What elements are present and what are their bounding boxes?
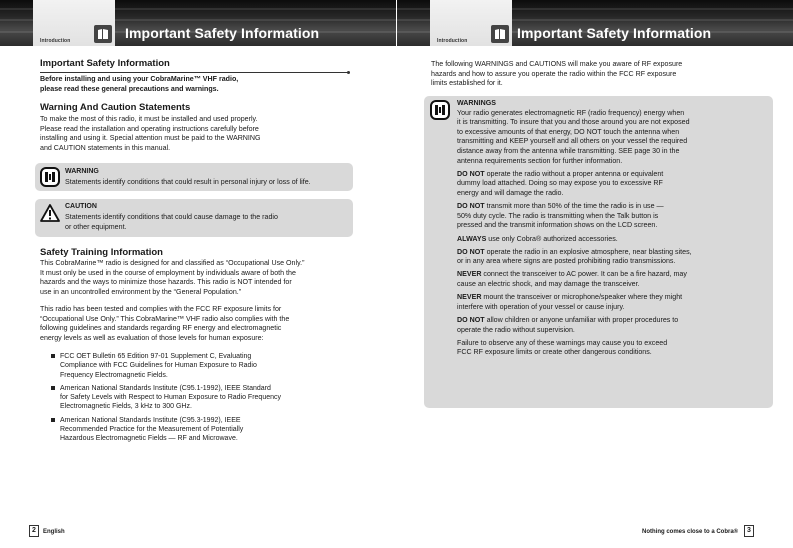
warning-caution-heading: Warning And Caution Statements xyxy=(40,102,191,113)
warning-item: DO NOT operate the radio in an explosive atmosphere, near blasting sites, or in any area where signs are posted prohibiting radio transmissions. xyxy=(457,247,692,266)
warning-text: Statements identify conditions that could result in personal injury or loss of life. xyxy=(65,178,311,186)
training-text-1: This CobraMarine™ radio is designed for and classified as “Occupational Use Only.” It must only be used in the course of employment by individuals aware of both the hazards and the ways to minimize those hazards. This radio is NOT intended for use in an uncontrolled environment by the “General Population.” xyxy=(40,259,305,296)
warning-box xyxy=(35,163,353,191)
list-item: American National Standards Institute (C95.3-1992), IEEE Recommended Practice for the Measurement of Potentially Hazardous Electromagnetic Fields — RF and Microwave. xyxy=(40,416,360,444)
left-banner xyxy=(0,0,396,46)
banner-title: Important Safety Information xyxy=(517,25,712,41)
warnings-content xyxy=(457,99,767,362)
caution-icon xyxy=(40,203,60,228)
warning-item: NEVER mount the transceiver or microphone/speaker where they might interfere with operation of your vessel or cause injury. xyxy=(457,293,683,311)
section-heading: Important Safety Information xyxy=(40,58,348,73)
warning-icon xyxy=(40,167,60,192)
page-number: 3 xyxy=(744,525,754,537)
banner-title: Important Safety Information xyxy=(125,25,320,41)
training-heading: Safety Training Information xyxy=(40,247,163,258)
right-banner xyxy=(397,0,793,46)
caution-box xyxy=(35,199,353,237)
warnings-box xyxy=(424,96,773,408)
warning-icon xyxy=(430,100,450,125)
warning-title: WARNING xyxy=(65,168,99,175)
section-tab-label: Introduction xyxy=(40,38,71,44)
warnings-para: Your radio generates electromagnetic RF (radio frequency) energy when it is transmitting. To insure that you and those around you are not exposed to excessive amounts of that energy, DO NOT touch the antenna when transmitting and KEEP yourself and all others on your vessel the required distance away from the antenna while transmitting. SEE page 30 in the antenna requirements section for further information. xyxy=(457,108,690,165)
book-icon xyxy=(491,25,509,43)
right-page xyxy=(397,0,793,548)
standards-list xyxy=(40,352,360,448)
warnings-title: WARNINGS xyxy=(457,99,497,107)
intro-bold: Before installing and using your CobraMarine™ VHF radio, please read these general precautions and warnings. xyxy=(40,75,239,93)
caution-title: CAUTION xyxy=(65,203,97,210)
list-item: American National Standards Institute (C95.1-1992), IEEE Standard for Safety Levels with Respect to Human Exposure to Radio Frequency Electromagnetic Fields, 3 kHz to 300 GHz. xyxy=(40,384,360,412)
book-icon xyxy=(94,25,112,43)
section-tab-label: Introduction xyxy=(437,38,468,44)
warning-item: DO NOT operate the radio without a proper antenna or equivalent dummy load attached. Doing so may expose you to excessive RF energy and will damage the radio. xyxy=(457,169,664,197)
training-text-2: This radio has been tested and complies with the FCC RF exposure limits for “Occupational Use Only.” This CobraMarine™ VHF radio also complies with the following guidelines and standards regarding RF energy and electromagnetic energy levels as well as evaluation of those levels for human exposure: xyxy=(40,305,290,342)
warning-item: NEVER connect the transceiver to AC power. It can be a fire hazard, may cause an electric shock, and may damage the transceiver. xyxy=(457,270,687,289)
warning-item: DO NOT transmit more than 50% of the time the radio is in use — 50% duty cycle. The radio is transmitting when the Talk button is pressed and the transmit information shows on the LCD screen. xyxy=(457,202,664,230)
warning-item: Failure to observe any of these warnings may cause you to exceed FCC RF exposure limits or create other dangerous conditions. xyxy=(457,338,668,357)
list-item: FCC OET Bulletin 65 Edition 97-01 Supplement C, Evaluating Compliance with FCC Guidelines for Human Exposure to Radio Frequency Electromagnetic Fields. xyxy=(40,352,360,380)
left-page xyxy=(0,0,396,548)
caution-text: Statements identify conditions that could cause damage to the radio or other equipment. xyxy=(65,213,278,231)
warning-item: ALWAYS use only Cobra® authorized accessories. xyxy=(457,234,618,243)
warning-item: DO NOT allow children or anyone unfamiliar with proper procedures to operate the radio without supervision. xyxy=(457,316,679,334)
warning-caution-text: To make the most of this radio, it must be installed and used properly. Please read the installation and operating instructions carefully before installing and using it. Special attention must be paid to the WARNING and CAUTION statements in this manual. xyxy=(40,115,261,152)
page-number: 2 xyxy=(29,525,39,537)
rf-intro: The following WARNINGS and CAUTIONS will make you aware of RF exposure hazards and how to assure you operate the radio within the FCC RF exposure limits established for it. xyxy=(431,60,683,88)
footer-label: Nothing comes close to a Cobra® xyxy=(642,529,739,535)
footer-label: English xyxy=(43,529,65,535)
